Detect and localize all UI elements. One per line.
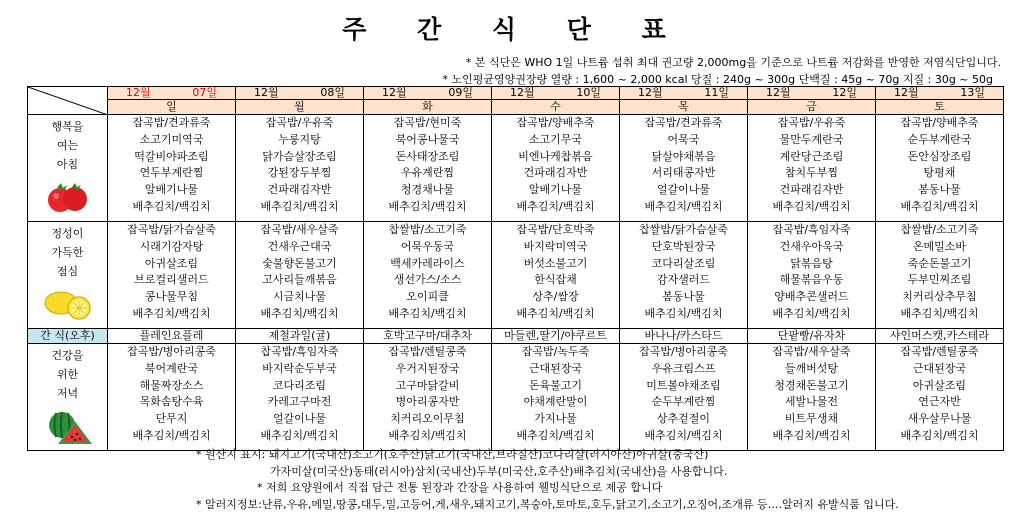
snack-item: 플레인요플레: [108, 329, 236, 344]
menu-item: 탕평채: [923, 166, 956, 180]
menu-item: 배추김치/백김치: [644, 199, 723, 213]
snack-item: 제철과일(귤): [236, 329, 364, 344]
date-day: 08일: [320, 86, 345, 99]
menu-item: 고구마닭갈비: [395, 378, 460, 392]
menu-item: 찹쌀밥/닭가슴살죽: [639, 223, 728, 236]
menu-item: 야채계란말이: [523, 395, 588, 409]
menu-item: 콩나물무침: [144, 290, 199, 304]
menu-item: 계란당근조림: [779, 149, 844, 163]
snack-label: 간 식(오후): [28, 329, 108, 344]
date-cell: [748, 87, 876, 100]
menu-cell: [492, 222, 620, 329]
date-cell: [108, 87, 236, 100]
weekday-cell: 일: [108, 100, 236, 115]
menu-cell: [876, 344, 1004, 451]
menu-item: 숯불향돈불고기: [262, 256, 337, 270]
corner-cell: [28, 87, 108, 115]
menu-item: 돈안심장조림: [907, 149, 972, 163]
menu-item: 잡곡밥/양배추죽: [516, 116, 595, 129]
menu-cell: [492, 115, 620, 222]
menu-item: 잡곡밥/새우살죽: [260, 223, 339, 236]
menu-item: 잡곡밥/흑임자죽: [772, 223, 851, 236]
menu-item: 순두부계란찜: [651, 395, 716, 409]
date-day: 10일: [576, 86, 601, 99]
menu-item: 배추김치/백김치: [516, 199, 595, 213]
menu-item: 잡곡밥/우유죽: [265, 116, 334, 129]
menu-item: 배추김치/백김치: [132, 428, 211, 442]
menu-item: 청경채돈불고기: [774, 378, 849, 392]
lunch-label-cell: [28, 222, 108, 329]
page-title: 주 간 식 단 표: [342, 15, 687, 44]
dinner-label-cell: [28, 344, 108, 451]
menu-item: 생선가스/소스: [393, 273, 462, 287]
menu-cell: [748, 222, 876, 329]
menu-item: 찹곡밥/흑임자죽: [260, 345, 339, 358]
menu-item: 찹쌀밥/소고기죽: [900, 223, 979, 236]
menu-item: 바지락순두부국: [262, 361, 337, 375]
menu-item: 배추김치/백김치: [260, 428, 339, 442]
menu-cell: [364, 115, 492, 222]
menu-item: 근대된장국: [528, 361, 583, 375]
menu-item: 연두부계란찜: [139, 166, 204, 180]
menu-item: 잡곡밥/녹두죽: [521, 345, 590, 358]
menu-item: 돈육불고기: [528, 378, 583, 392]
menu-item: 봄동나물: [918, 183, 961, 197]
menu-item: 잡곡밥/병아리콩죽: [639, 345, 728, 358]
allergy-note: * 알러지정보:난류,우유,메밀,땅콩,대두,밀,고등어,게,새우,돼지고기,복숭아,토마토,호두,닭고기,소고기,오징어,조개류 등….알러지 유발식품 입니다.: [196, 498, 899, 511]
date-month: 12월: [510, 86, 535, 99]
menu-item: 배추김치/백김치: [900, 306, 979, 320]
menu-item: 배추김치/백김치: [900, 428, 979, 442]
date-cell: [876, 87, 1004, 100]
menu-cell: [620, 344, 748, 451]
sodium-note: * 본 식단은 WHO 1일 나트륨 섭취 최대 권고량 2,000mg을 기준으로 나트륨 저감화를 반영한 저염식단입니다.: [465, 56, 1001, 69]
menu-cell: [236, 115, 364, 222]
menu-item: 건새우아욱국: [779, 239, 844, 253]
dinner-label: 건강을: [51, 349, 84, 362]
menu-item: 강된장두부찜: [267, 166, 332, 180]
menu-item: 단호박된장국: [651, 239, 716, 253]
menu-item: 소고기미역국: [139, 132, 204, 146]
menu-item: 온메밀소바: [912, 239, 967, 253]
dinner-label: 저녁: [56, 387, 79, 400]
menu-item: 비엔나케찹볶음: [518, 149, 593, 163]
weekday-cell: 토: [876, 100, 1004, 115]
menu-item: 잡곡밥/렌틸콩죽: [388, 345, 467, 358]
menu-item: 치커리오이무침: [390, 412, 465, 426]
date-month: 12월: [254, 86, 279, 99]
menu-item: 연근자반: [918, 395, 961, 409]
menu-item: 배추김치/백김치: [132, 306, 211, 320]
dinner-label: 위한: [56, 368, 79, 381]
dinner-row: [28, 344, 1004, 451]
menu-item: 근대된장국: [912, 361, 967, 375]
menu-item: 버섯소불고기: [523, 256, 588, 270]
menu-item: 배추김치/백김치: [772, 428, 851, 442]
menu-item: 해물볶음우동: [779, 273, 844, 287]
menu-item: 찹쌀밥/소고기죽: [388, 223, 467, 236]
menu-cell: [108, 115, 236, 222]
menu-item: 잡곡밥/닭가슴살죽: [127, 223, 216, 236]
menu-cell: [620, 222, 748, 329]
menu-item: 어묵국: [667, 132, 700, 146]
date-month: 12월: [894, 86, 919, 99]
menu-item: 얼갈이나물: [656, 183, 711, 197]
menu-cell: [876, 222, 1004, 329]
menu-item: 치커리상추무침: [902, 290, 977, 304]
weekday-row: [28, 100, 1004, 115]
menu-item: 배추김치/백김치: [772, 199, 851, 213]
menu-item: 시래기감자탕: [139, 239, 204, 253]
breakfast-label: 행복을: [51, 120, 84, 133]
menu-item: 잡곡밥/현미죽: [393, 116, 462, 129]
menu-item: 고사리들깨볶음: [262, 273, 337, 287]
lunch-label: 점심: [56, 265, 79, 278]
menu-item: 새우살무나물: [907, 412, 972, 426]
menu-item: 우유크림스프: [651, 361, 716, 375]
menu-cell: [492, 344, 620, 451]
menu-cell: [108, 344, 236, 451]
date-month: 12월: [382, 86, 407, 99]
menu-item: 서리태콩자반: [651, 166, 716, 180]
menu-item: 비트무생채: [784, 412, 839, 426]
menu-cell: [748, 115, 876, 222]
menu-item: 상추/쌈장: [532, 290, 579, 304]
menu-item: 잡곡밥/렌틸콩죽: [900, 345, 979, 358]
menu-item: 배추김치/백김치: [260, 199, 339, 213]
weekday-cell: 금: [748, 100, 876, 115]
snack-item: 바나나/카스타드: [620, 329, 748, 344]
menu-item: 잡곡밥/견과류죽: [132, 116, 211, 129]
date-cell: [364, 87, 492, 100]
corner-diagonal: [28, 87, 108, 115]
menu-item: 브로컬리샐러드: [134, 273, 209, 287]
breakfast-label: 아침: [56, 158, 79, 171]
menu-item: 잡곡밥/새우살죽: [772, 345, 851, 358]
menu-item: 오이피클: [406, 290, 449, 304]
menu-item: 어묵우동국: [400, 239, 455, 253]
menu-item: 배추김치/백김치: [516, 428, 595, 442]
menu-item: 잡곡밥/견과류죽: [644, 116, 723, 129]
origin-note-cont: 가자미살(미국산)동태(러시아)삼치(국내산)두부(미국산,호주산)배추김치(국내산)을 사용합니다.: [270, 465, 728, 478]
menu-cell: [748, 344, 876, 451]
menu-item: 얼갈이나물: [272, 412, 327, 426]
menu-item: 배추김치/백김치: [388, 306, 467, 320]
menu-item: 상추겉절이: [656, 412, 711, 426]
menu-item: 건파래김자반: [523, 166, 588, 180]
date-day: 11일: [704, 86, 729, 99]
lunch-label: 가득한: [51, 246, 84, 259]
nutrition-note: * 노인평균영양권장량 열량 : 1,600 ~ 2,000 kcal 당질 : 240g ~ 300g 단백질 : 45g ~ 70g 지질 : 30g ~ 50g: [442, 73, 993, 86]
snack-item: 마들렌,딸기/야쿠르트: [492, 329, 620, 344]
menu-item: 우거지된장국: [395, 361, 460, 375]
menu-item: 돈사태장조림: [395, 149, 460, 163]
menu-item: 아귀살조림: [144, 256, 199, 270]
weekday-cell: 월: [236, 100, 364, 115]
menu-item: 배추김치/백김치: [132, 199, 211, 213]
menu-item: 배추김치/백김치: [772, 306, 851, 320]
date-cell: [492, 87, 620, 100]
menu-item: 물만두계란국: [779, 132, 844, 146]
date-month: 12월: [126, 86, 151, 99]
date-day: 09일: [448, 86, 473, 99]
menu-item: 목화솜탕수육: [139, 395, 204, 409]
menu-item: 알배기나물: [528, 183, 583, 197]
menu-item: 건새우근대국: [267, 239, 332, 253]
menu-item: 우유계란찜: [400, 166, 455, 180]
date-cell: [236, 87, 364, 100]
menu-item: 시금치나물: [272, 290, 327, 304]
menu-item: 북어콩나물국: [395, 132, 460, 146]
menu-item: 잡곡밥/양배추죽: [900, 116, 979, 129]
weekly-menu-table: [27, 86, 1004, 451]
origin-note: * 원산지 표시: 돼지고기(국내산)소고기(호주산)닭고기(국내산,브라질산)코다리살(러시아산)아귀살(중국산): [196, 448, 709, 461]
menu-item: 닭살야채볶음: [651, 149, 716, 163]
menu-item: 들깨버섯탕: [784, 361, 839, 375]
menu-item: 건파래김자반: [267, 183, 332, 197]
menu-item: 배추김치/백김치: [388, 199, 467, 213]
menu-item: 참치두부찜: [784, 166, 839, 180]
menu-item: 단무지: [155, 412, 188, 426]
menu-item: 청경채나물: [400, 183, 455, 197]
breakfast-row: [28, 115, 1004, 222]
date-day: 12일: [832, 86, 857, 99]
menu-item: 배추김치/백김치: [260, 306, 339, 320]
lunch-row: [28, 222, 1004, 329]
menu-item: 잡곡밥/병아리콩죽: [127, 345, 216, 358]
menu-item: 잡곡밥/단호박죽: [516, 223, 595, 236]
snack-item: 샤인머스캣,카스테라: [876, 329, 1004, 344]
date-day: 07일: [192, 86, 217, 99]
menu-item: 미트볼야채조림: [646, 378, 721, 392]
lemon-icon: [43, 287, 93, 321]
snack-item: 호박고구마/대추차: [364, 329, 492, 344]
date-day: 13일: [960, 86, 985, 99]
date-cell: [620, 87, 748, 100]
menu-cell: [876, 115, 1004, 222]
menu-item: 순두부계란국: [907, 132, 972, 146]
menu-item: 알배기나물: [144, 183, 199, 197]
menu-item: 병아리콩자반: [395, 395, 460, 409]
menu-item: 코다리살조림: [651, 256, 716, 270]
menu-cell: [364, 222, 492, 329]
menu-cell: [236, 222, 364, 329]
menu-item: 감자샐러드: [656, 273, 711, 287]
sauce-note: * 저희 요양원에서 직접 담근 전통 된장과 간장을 사용하여 웰빙식단으로 제공 합니다: [257, 481, 663, 494]
lunch-label: 정성이: [51, 227, 84, 240]
snack-row: [28, 329, 1004, 344]
menu-cell: [108, 222, 236, 329]
breakfast-label-cell: [28, 115, 108, 222]
menu-cell: [364, 344, 492, 451]
date-month: 12월: [638, 86, 663, 99]
tomato-icon: [46, 180, 90, 214]
menu-item: 잡곡밥/우유죽: [777, 116, 846, 129]
menu-item: 배추김치/백김치: [516, 306, 595, 320]
menu-item: 떡갈비야파조림: [134, 149, 209, 163]
menu-item: 북어계란국: [144, 361, 199, 375]
menu-item: 양배추콘샐러드: [774, 290, 849, 304]
breakfast-label: 여는: [56, 139, 79, 152]
menu-item: 해물짜장소스: [139, 378, 204, 392]
date-month: 12월: [766, 86, 791, 99]
menu-item: 카레고구마전: [267, 395, 332, 409]
menu-item: 세발나물전: [784, 395, 839, 409]
weekday-cell: 화: [364, 100, 492, 115]
menu-item: 백세카레라이스: [390, 256, 465, 270]
menu-item: 한식잡채: [534, 273, 577, 287]
menu-item: 배추김치/백김치: [388, 428, 467, 442]
date-row: [28, 87, 1004, 100]
menu-item: 닭볶음탕: [790, 256, 833, 270]
menu-item: 죽순돈불고기: [907, 256, 972, 270]
menu-cell: [236, 344, 364, 451]
menu-item: 아귀살조림: [912, 378, 967, 392]
menu-item: 가지나물: [534, 412, 577, 426]
weekday-cell: 수: [492, 100, 620, 115]
menu-cell: [620, 115, 748, 222]
menu-item: 소고기무국: [528, 132, 583, 146]
menu-item: 건파래김자반: [779, 183, 844, 197]
menu-item: 누룽지탕: [278, 132, 321, 146]
menu-item: 바지락미역국: [523, 239, 588, 253]
weekday-cell: 목: [620, 100, 748, 115]
watermelon-icon: [42, 409, 94, 445]
menu-item: 닭가슴살장조림: [262, 149, 337, 163]
menu-item: 코다리조림: [272, 378, 327, 392]
menu-item: 배추김치/백김치: [900, 199, 979, 213]
snack-item: 단팥빵/유자차: [748, 329, 876, 344]
menu-item: 두부민찌조림: [907, 273, 972, 287]
menu-item: 배추김치/백김치: [644, 428, 723, 442]
menu-item: 봄동나물: [662, 290, 705, 304]
menu-item: 배추김치/백김치: [644, 306, 723, 320]
